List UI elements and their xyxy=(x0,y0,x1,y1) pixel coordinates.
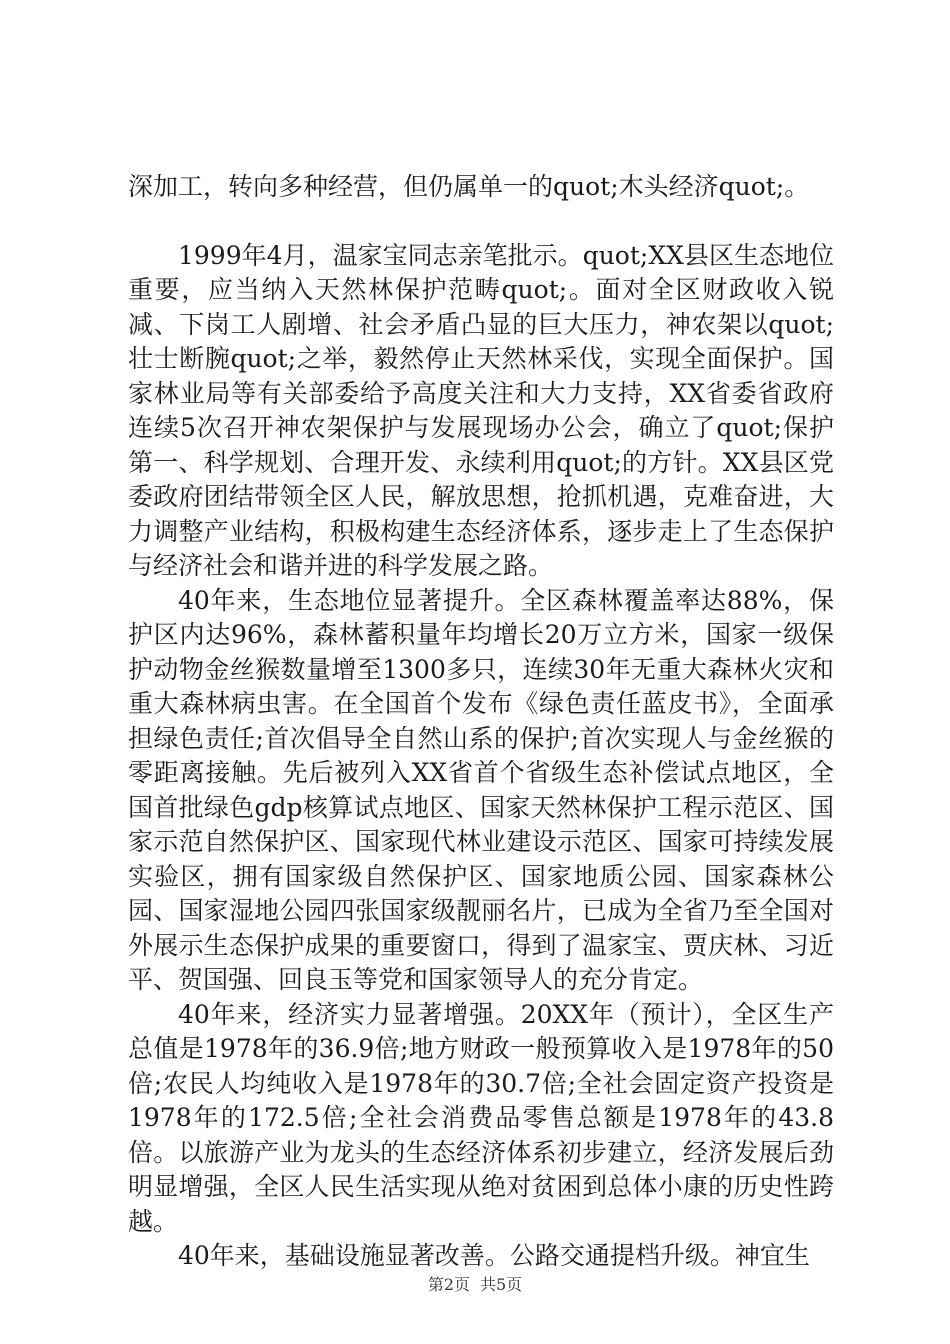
paragraph-ecology: 40年来，生态地位显著提升。全区森林覆盖率达88%，保护区内达96%，森林蓄积量年均增长20万立方米，国家一级保护动物金丝猴数量增至1300多只，连续30年无重大森林火灾和重大森林病虫害。在全国首个发布《绿色责任蓝皮书》，全面承担绿色责任;首次倡导全自然山系的保护;首次实现人与金丝猴的零距离接触。先后被列入XX省首个省级生态补偿试点地区，全国首批绿色gdp核算试点地区、国家天然林保护工程示范区、国家示范自然保护区、国家现代林业建设示范区、国家可持续发展实验区，拥有国家级自然保护区、国家地质公园、国家森林公园、国家湿地公园四张国家级靓丽名片，已成为全省乃至全国对外展示生态保护成果的重要窗口，得到了温家宝、贾庆林、习近平、贺国强、回良玉等党和国家领导人的充分肯定。 xyxy=(128,585,834,994)
page-total: 共5页 xyxy=(480,1275,523,1294)
document-body xyxy=(128,170,834,1274)
paragraph-1999-instruction: 1999年4月，温家宝同志亲笔批示。quot;XX县区生态地位重要，应当纳入天然林保护范畴quot;。面对全区财政收入锐减、下岗工人剧增、社会矛盾凸显的巨大压力，神农架以quot;壮士断腕quot;之举，毅然停止天然林采伐，实现全面保护。国家林业局等有关部委给予高度关注和大力支持，XX省委省政府连续5次召开神农架保护与发展现场办公会，确立了quot;保护第一、科学规划、合理开发、永续利用quot;的方针。XX县区党委政府团结带领全区人民，解放思想，抢抓机遇，克难奋进，大力调整产业结构，积极构建生态经济体系，逐步走上了生态保护与经济社会和谐并进的科学发展之路。 xyxy=(128,240,834,580)
page-footer xyxy=(0,1272,950,1295)
paragraph-infrastructure: 40年来，基础设施显著改善。公路交通提档升级。神宜生 xyxy=(178,1241,810,1270)
paragraph-economy: 40年来，经济实力显著增强。20XX年（预计），全区生产总值是1978年的36.9倍;地方财政一般预算收入是1978年的50倍;农民人均纯收入是1978年的30.7倍;全社会固定资产投资是1978年的172.5倍;全社会消费品零售总额是1978年的43.8倍。以旅游产业为龙头的生态经济体系初步建立，经济发展后劲明显增强，全区人民生活实现从绝对贫困到总体小康的历史性跨越。 xyxy=(128,999,834,1236)
paragraph-continuation: 深加工，转向多种经营，但仍属单一的quot;木头经济quot;。 xyxy=(128,172,810,201)
page-number: 第2页 xyxy=(427,1275,470,1294)
